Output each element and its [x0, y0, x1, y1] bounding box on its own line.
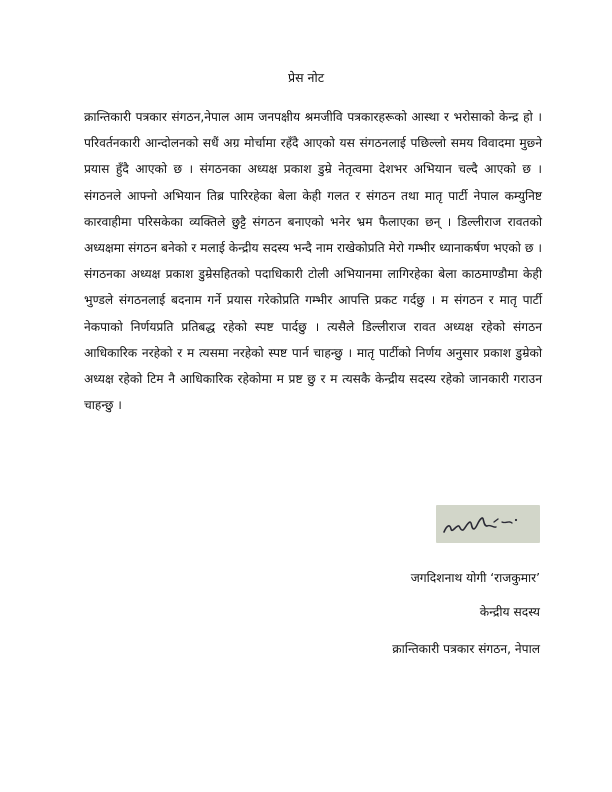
signature-image	[436, 505, 540, 543]
signatory-role: केन्द्रीय सदस्य	[479, 605, 540, 619]
document-title: प्रेस नोट	[287, 70, 324, 85]
handwritten-signature-icon	[436, 505, 540, 543]
signatory-organization: क्रान्तिकारी पत्रकार संगठन, नेपाल	[392, 642, 540, 656]
press-note-body: क्रान्तिकारी पत्रकार संगठन,नेपाल आम जनपक्षीय श्रमजीवि पत्रकारहरूको आस्था र भरोसाको केन्द्र हो । परिवर्तनकारी आन्दोलनको सधैं अग्र मोर्चामा रहँदै आएको यस संगठनलाई पछिल्लो समय विवादमा मुछ्ने प्रयास हुँदै आएको छ । संगठनका अध्यक्ष प्रकाश डुम्रे नेतृत्वमा देशभर अभियान चल्दै आएको छ । संगठनले आफ्नो अभियान तिब्र पारिरहेका बेला केही गलत र संगठन तथा मातृ पार्टी नेपाल कम्युनिष्ट कारवाहीमा परिसकेका व्यक्तिले छुट्टै संगठन बनाएको भनेर भ्रम फैलाएका छन् । डिल्लीराज रावतको अध्यक्षमा संगठन बनेको र मलाई केन्द्रीय सदस्य भन्दै नाम राखेकोप्रति मेरो गम्भीर ध्यानाकर्षण भएको छ । संगठनका अध्यक्ष प्रकाश डुम्रेसहितको पदाधिकारी टोली अभियानमा लागिरहेका बेला काठमाण्डौमा केही भुण्डले संगठनलाई बदनाम गर्ने प्रयास गरेकोप्रति गम्भीर आपत्ति प्रकट गर्दछु । म संगठन र मातृ पार्टी नेकपाको निर्णयप्रति प्रतिबद्ध रहेको स्पष्ट पार्दछु । त्यसैले डिल्लीराज रावत अध्यक्ष रहेको संगठन आधिकारिक नरहेको र म त्यसमा नरहेको स्पष्ट पार्न चाहन्छु । मातृ पार्टीको निर्णय अनुसार प्रकाश डुम्रेको अध्यक्ष रहेको टिम नै आधिकारिक रहेकोमा म प्रष्ट छु र म त्यसकै केन्द्रीय सदस्य रहेको जानकारी गराउन चाहन्छु ।	[84, 110, 542, 413]
signatory-name: जगदिशनाथ योगी ‘राजकुमार’	[410, 571, 540, 585]
